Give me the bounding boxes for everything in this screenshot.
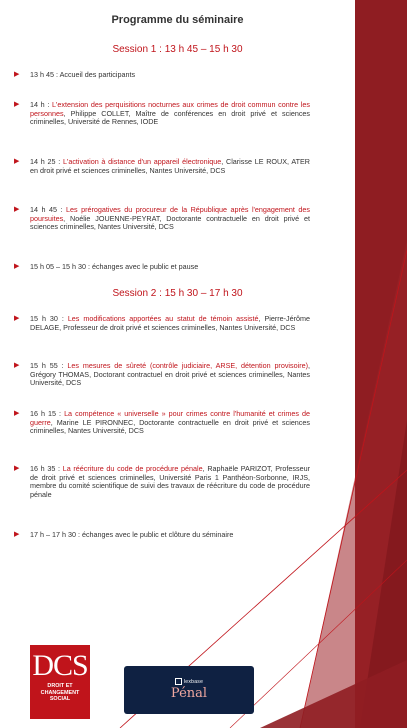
dcs-logo-line1: DROIT ET <box>47 683 73 689</box>
program-item: ▶ 16 h 15 : La compétence « universelle » pour crimes contre l'humanité et crimes de guerre, Marine LE PIRONNEC, Doctorante contractuelle en droit privé et sciences criminelles, Nantes Université, DCS <box>14 409 310 436</box>
bullet-arrow-icon: ▶ <box>14 158 20 165</box>
program-item: ▶ 14 h 45 : Les prérogatives du procureur de la République après l'engagement des poursuites, Noélie JOUENNE-PEYRAT, Doctorante contractuelle en droit privé et sciences criminelles, Nantes Université, DCS <box>14 205 310 232</box>
lexbase-brand: lexbase <box>124 678 254 685</box>
program-item: ▶ 15 h 55 : Les mesures de sûreté (contrôle judiciaire, ARSE, détention provisoire), Grégory THOMAS, Doctorant contractuel en droit privé et sciences criminelles, Nantes Université, DCS <box>14 361 310 388</box>
dcs-logo-letters: DCS <box>32 649 88 682</box>
program-item: ▶ 14 h : L'extension des perquisitions nocturnes aux crimes de droit commun contre les personnes, Philippe COLLET, Maître de conférences en droit privé et sciences criminelles, Université de Rennes, IODE <box>14 100 310 127</box>
dcs-logo-line2: CHANGEMENT SOCIAL <box>40 689 80 702</box>
program-item: ▶ 14 h 25 : L'activation à distance d'un appareil électronique, Clarisse LE ROUX, ATER en droit privé et sciences criminelles, Nantes Université, DCS <box>14 157 310 175</box>
bullet-arrow-icon: ▶ <box>14 531 20 538</box>
program-item: ▶ 13 h 45 : Accueil des participants <box>14 70 136 79</box>
program-item: ▶ 15 h 05 – 15 h 30 : échanges avec le public et pause <box>14 262 199 271</box>
session-1-heading: Session 1 : 13 h 45 – 15 h 30 <box>112 44 243 55</box>
lexbase-icon <box>175 678 182 685</box>
bullet-arrow-icon: ▶ <box>14 206 20 213</box>
dcs-logo <box>30 645 90 719</box>
bullet-arrow-icon: ▶ <box>14 362 20 369</box>
program-item: ▶ 16 h 35 : La réécriture du code de procédure pénale, Raphaële PARIZOT, Professeur de droit privé et sciences criminelles, Université Paris 1 Panthéon-Sorbonne, IRJS, membre du comité scientifique de suivi des travaux de réécriture du code de procédure pénale <box>14 464 311 500</box>
lexbase-penal-logo <box>124 666 254 714</box>
penal-wordmark: Pénal <box>170 686 208 701</box>
session-2-heading: Session 2 : 15 h 30 – 17 h 30 <box>112 288 243 299</box>
bullet-arrow-icon: ▶ <box>14 71 20 78</box>
bullet-arrow-icon: ▶ <box>14 315 20 322</box>
bullet-arrow-icon: ▶ <box>14 465 20 472</box>
program-item: ▶ 17 h – 17 h 30 : échanges avec le public et clôture du séminaire <box>14 530 234 539</box>
bullet-arrow-icon: ▶ <box>14 101 20 108</box>
page-title: Programme du séminaire <box>111 14 244 26</box>
bullet-arrow-icon: ▶ <box>14 410 20 417</box>
program-item: ▶ 15 h 30 : Les modifications apportées au statut de témoin assisté, Pierre-Jérôme DELAGE, Professeur de droit privé et sciences criminelles, Nantes Université, DCS <box>14 314 310 332</box>
bullet-arrow-icon: ▶ <box>14 263 20 270</box>
